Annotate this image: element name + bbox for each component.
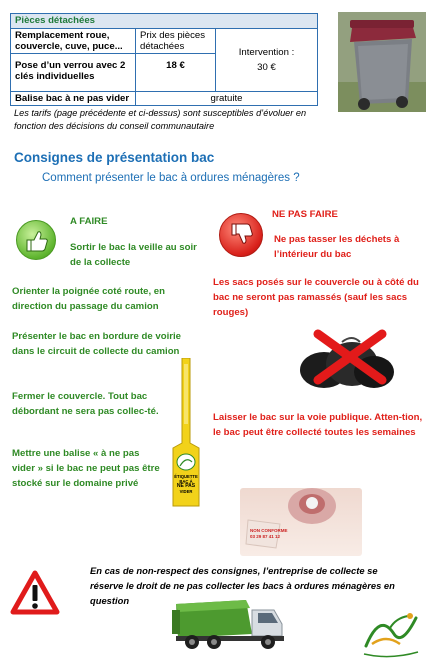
- do-item-5: Mettre une balise « à ne pas vider » si le bac ne peut pas être stocké sur le domaine privé: [12, 448, 160, 489]
- warning-icon: [10, 570, 60, 616]
- row3-label: Balise bac à ne pas vider: [11, 92, 136, 105]
- dont-item-3: Laisser le bac sur la voie publique. Atten-tion, le bac peut être collecté toutes les semaines: [213, 412, 423, 438]
- row2-value: 18 €: [136, 54, 216, 92]
- tarif-note: Les tarifs (page précédente et ci-dessus) sont susceptibles d’évoluer en fonction des décisions du conseil communautaire: [14, 108, 307, 131]
- do-item-2: Orienter la poignée coté route, en direction du passage du camion: [12, 286, 165, 312]
- non-compliant-sticker-photo: [240, 488, 362, 556]
- do-item-4: Fermer le couvercle. Tout bac débordant ne sera pas collec-té.: [12, 391, 159, 417]
- intervention-label: Intervention :: [238, 47, 295, 58]
- thumbs-up-icon: [16, 220, 56, 260]
- price-table: [10, 13, 318, 106]
- bottom-note: En cas de non-respect des consignes, l’entreprise de collecte se réserve le droit de ne pas collecter les bacs à ordures ménagères en question: [90, 565, 395, 606]
- bin-photo: [338, 12, 426, 112]
- table-header: Pièces détachées: [11, 14, 317, 29]
- sticker-line-2: 03 29 87 41 12: [250, 534, 281, 539]
- garbage-truck-image: [170, 594, 290, 652]
- do-not-empty-tag: [169, 358, 203, 508]
- thumbs-down-icon: [219, 213, 263, 257]
- row3-value: gratuite: [210, 93, 243, 104]
- do-item-3: Présenter le bac en bordure de voirie dans le circuit de collecte du camion: [12, 331, 182, 357]
- do-heading: A FAIRE: [70, 216, 108, 227]
- dont-item-1: Ne pas tasser les déchets à l’intérieur du bac: [274, 234, 400, 260]
- tag-line-1: ÉTIQUETTE: [174, 474, 198, 479]
- dont-item-2: Les sacs posés sur le couvercle ou à côté du bac ne seront pas ramassés (sauf les sacs rouges): [213, 277, 419, 318]
- do-item-1: Sortir le bac la veille au soir de la collecte: [70, 242, 197, 268]
- row1-col2: Prix des pièces détachées: [136, 29, 216, 54]
- section-subtitle: Comment présenter le bac à ordures ménagères ?: [42, 172, 300, 184]
- row2-label: Pose d’un verrou avec 2 clés individuelles: [11, 54, 136, 92]
- tag-line-2: BAC À: [179, 479, 193, 484]
- tag-text: [174, 474, 198, 494]
- intervention-price: 30 €: [257, 62, 276, 73]
- intervention-cell: [216, 29, 317, 92]
- tag-line-3: NE PAS: [176, 483, 196, 489]
- row1-label: Remplacement roue, couvercle, cuve, puce...: [11, 29, 136, 54]
- sticker-text: [250, 528, 288, 540]
- tag-line-4: VIDER: [179, 489, 193, 494]
- community-logo: [360, 604, 422, 660]
- sticker-line-1: NON CONFORME: [250, 528, 288, 533]
- dont-heading: NE PAS FAIRE: [272, 209, 338, 220]
- trash-bags-image: [298, 320, 394, 392]
- section-title: Consignes de présentation bac: [14, 150, 215, 165]
